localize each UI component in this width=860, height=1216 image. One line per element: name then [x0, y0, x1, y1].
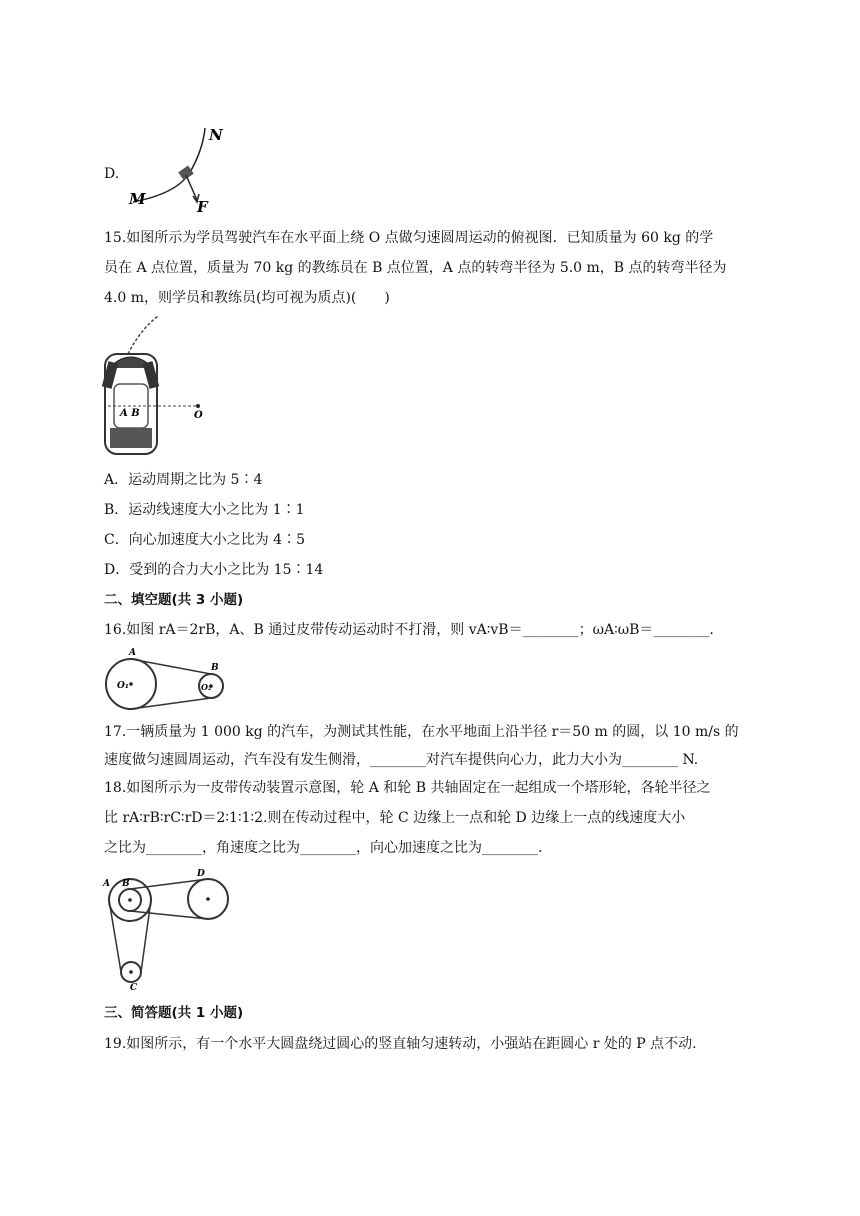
q15-line3: 4.0 m，则学员和教练员(均可视为质点)( ) [104, 290, 390, 306]
car-top-view-figure [100, 312, 210, 460]
fig-label-a: A [129, 648, 136, 658]
q15-option-d: D．受到的合力大小之比为 15∶14 [104, 562, 324, 578]
fig-label-o2: O₂ [201, 682, 212, 692]
q15-option-b: B．运动线速度大小之比为 1∶1 [104, 502, 305, 518]
fig-label-f: F [197, 198, 208, 212]
tower-wheel-belt-figure [100, 866, 240, 990]
q15-line1: 15.如图所示为学员驾驶汽车在水平面上绕 O 点做匀速圆周运动的俯视图．已知质量为 60 kg 的学 [104, 230, 714, 246]
section-fill-in-title: 二、填空题(共 3 小题) [104, 592, 244, 608]
fig-label-c: C [130, 983, 138, 990]
fig-label-d: D [197, 869, 205, 879]
q18-line1: 18.如图所示为一皮带传动装置示意图，轮 A 和轮 B 共轴固定在一起组成一个塔形轮，各轮半径之 [104, 780, 711, 796]
fig-label-o: O [194, 410, 203, 421]
q19-text: 19.如图所示，有一个水平大圆盘绕过圆心的竖直轴匀速转动，小强站在距圆心 r 处的 P 点不动. [104, 1036, 697, 1052]
q17-line2: 速度做匀速圆周运动，汽车没有发生侧滑，________对汽车提供向心力，此力大小为________ N. [104, 752, 699, 768]
q16-text: 16.如图 rA＝2rB，A、B 通过皮带传动运动时不打滑，则 vA∶vB＝________；ωA∶ωB＝________. [104, 622, 714, 638]
fig-label-m: M [129, 190, 146, 208]
fig-label-n: N [209, 126, 223, 144]
q15-option-a: A．运动周期之比为 5∶4 [104, 472, 263, 488]
q18-line2: 比 rA∶rB∶rC∶rD＝2∶1∶1∶2.则在传动过程中，轮 C 边缘上一点和轮 D 边缘上一点的线速度大小 [104, 810, 686, 826]
q17-line1: 17.一辆质量为 1 000 kg 的汽车，为测试其性能，在水平地面上沿半径 r＝50 m 的圆，以 10 m/s 的 [104, 724, 739, 740]
force-diagram-d [125, 122, 225, 212]
fig-label-b: B [211, 663, 219, 673]
option-d-label: D. [104, 166, 120, 182]
fig-label-a: A [103, 879, 110, 889]
q15-option-c: C．向心加速度大小之比为 4∶5 [104, 532, 305, 548]
fig-label-o1: O₁ [117, 681, 129, 691]
q15-line2: 员在 A 点位置，质量为 70 kg 的教练员在 B 点位置，A 点的转弯半径为 5.0 m，B 点的转弯半径为 [104, 260, 727, 276]
q18-line3: 之比为________，角速度之比为________，向心加速度之比为________. [104, 840, 543, 856]
section-short-answer-title: 三、简答题(共 1 小题) [104, 1005, 244, 1021]
fig-label-b: B [122, 879, 130, 889]
belt-drive-figure-q16 [103, 646, 233, 712]
fig-label-ab: A B [120, 408, 140, 419]
